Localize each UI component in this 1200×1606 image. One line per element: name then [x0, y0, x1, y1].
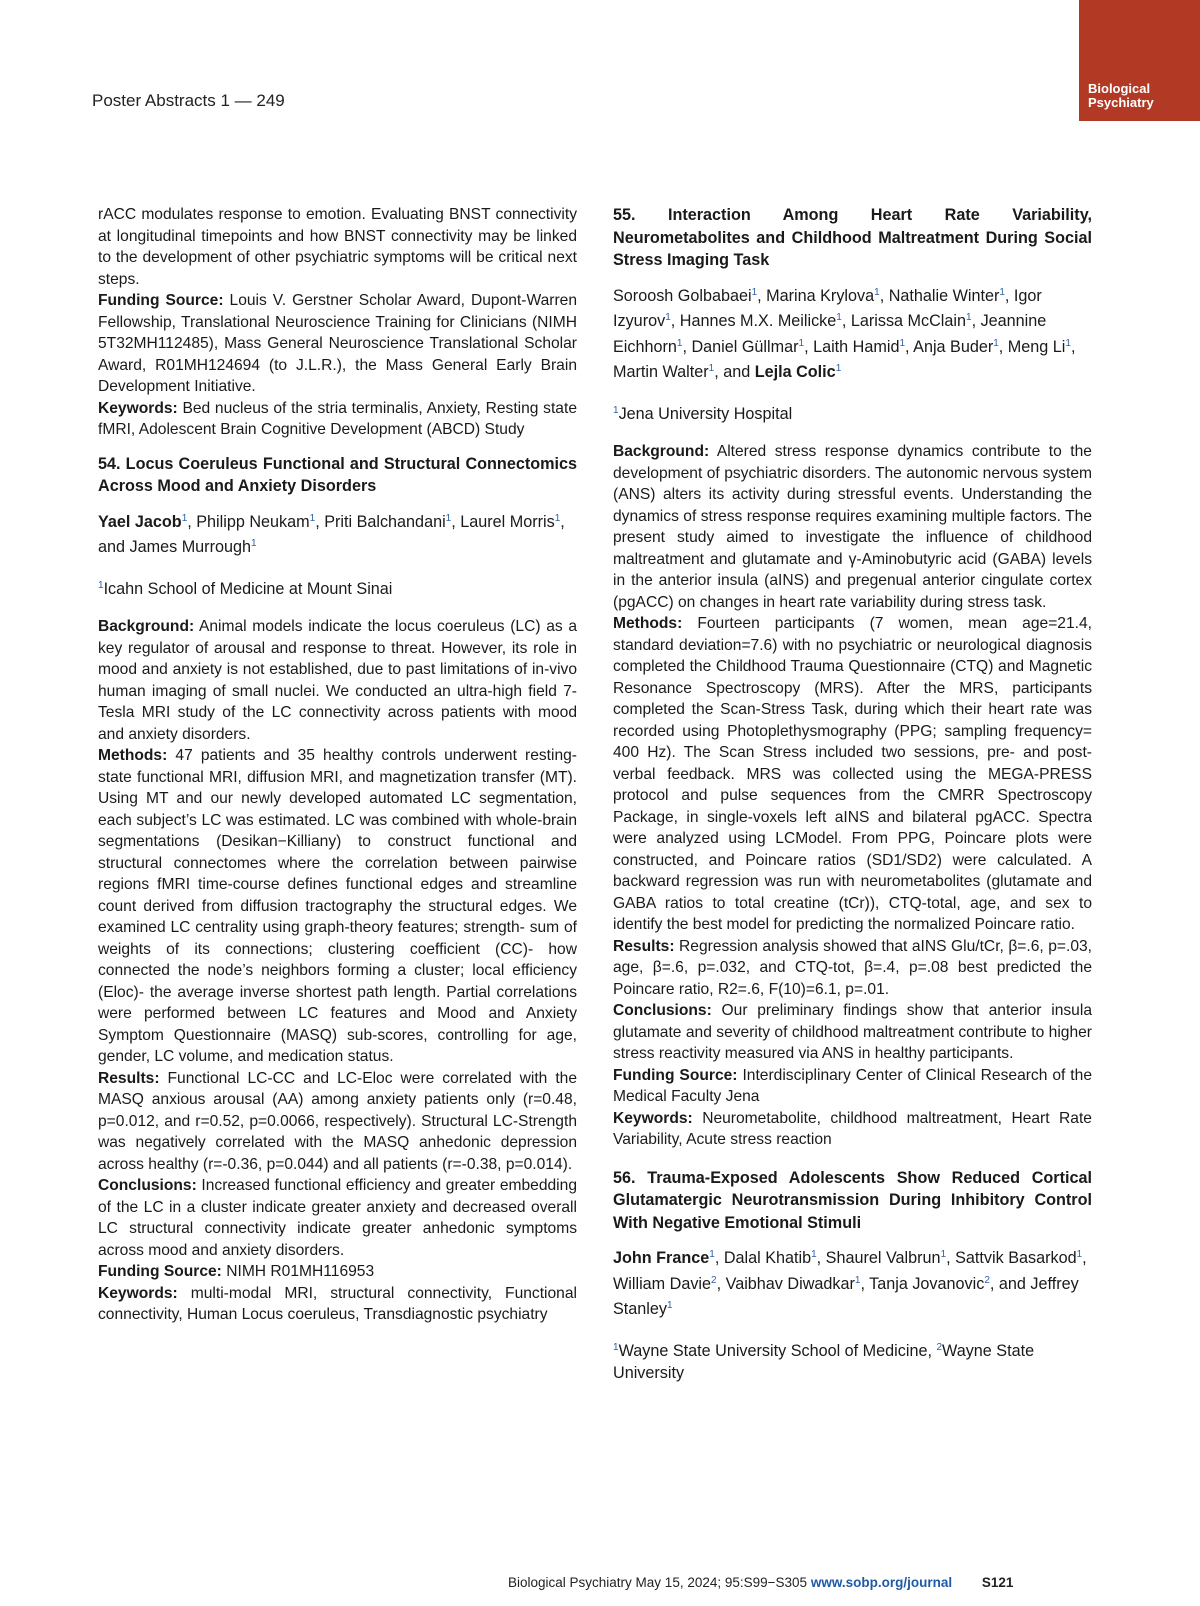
continuation-text: rACC modulates response to emotion. Evaluating BNST connectivity at longitudinal timepoints and how BNST connectivity may be linked to the development of other psychiatric symptoms will be critical next steps. [98, 206, 577, 288]
author-affil-sup: 2 [984, 1274, 990, 1286]
author-name: Jeffrey Stanley [613, 1274, 1079, 1318]
footer-journal-link[interactable]: www.sobp.org/journal [810, 1575, 953, 1590]
left-column [98, 204, 577, 1326]
abstract-54-background [98, 616, 577, 745]
background-text: Animal models indicate the locus coeruleus (LC) as a key regulator of arousal and response to threat. However, its role in mood and anxiety is not established, due to past limitations of in-vivo human imaging of small nuclei. We conducted an ultra-high field 7-Tesla MRI study of the LC connectivity across patients with mood and anxiety disorders. [98, 618, 577, 743]
abstract-56-affiliation [613, 1337, 1092, 1385]
abstract-55-methods [613, 613, 1092, 936]
author-affil-sup: 1 [835, 363, 842, 374]
abstract-55-authors: Soroosh Golbabaei$^1$, Marina Krylova$^1$, Nathalie Winter$^1$, Igor Izyurov$^1$, Hannes M.X. Meilicke$^1$, Larissa McClain$^1$, Jeannine Eichhorn$^1$, Daniel Güllmar$^1$, Laith Hamid$^1$, Anja Buder$^1$, Meng Li$^1$, Martin Walter$^1$, and Lejla Colic$^1$ [613, 286, 1076, 381]
abstract-54-methods [98, 745, 577, 1068]
author-affil-sup: 2 [711, 1274, 717, 1286]
author-affil-sup: 1 [811, 1249, 817, 1260]
author-name: Daniel Güllmar [691, 337, 799, 356]
author-affil-sup: 1 [250, 538, 257, 549]
author-affil-sup: 1 [1076, 1249, 1083, 1260]
author-name: Igor Izyurov [613, 286, 1042, 330]
results-label: Results: [98, 1069, 160, 1087]
author-name: Shaurel Valbrun [825, 1249, 941, 1267]
background-text: Altered stress response dynamics contribute to the development of psychiatric disorders. The autonomic nervous system (ANS) alters its activity during stressful events. Understanding the dynamics of stress response requires examining multiple factors. The present study aimed to investigate the influence of childhood maltreatment and glutamate and γ-Aminobutyric acid (GABA) levels in the anterior insula (aINS) and pregenual anterior cingulate cortex (pgACC) on changes in heart rate variability during stress task. [613, 443, 1092, 611]
author-name: Lejla Colic [754, 363, 836, 381]
author-name: Anja Buder [913, 337, 994, 356]
abstract-55-conclusions [613, 1000, 1092, 1065]
funding-text: NIMH R01MH116953 [226, 1263, 375, 1280]
abstract-55-background [613, 441, 1092, 613]
author-affil-sup: 1 [708, 363, 715, 374]
abstract-55-title: 55. Interaction Among Heart Rate Variability, Neurometabolites and Childhood Maltreatment During Social Stress Imaging Task [613, 206, 1092, 269]
methods-label: Methods: [98, 747, 168, 764]
author-name: Vaibhav Diwadkar [725, 1274, 855, 1293]
author-affil-sup: 1 [966, 312, 972, 323]
conclusions-label: Conclusions: [98, 1177, 197, 1194]
author-affil-sup: 1 [554, 512, 561, 524]
author-affil-sup: 1 [709, 1249, 715, 1260]
running-title: Poster Abstracts 1 — 249 [92, 91, 285, 110]
author-affil-sup: 1 [899, 337, 906, 349]
funding-label: Funding Source: [613, 1066, 738, 1084]
author-affil-sup: 1 [667, 1300, 673, 1311]
author-name: Hannes M.X. Meilicke [679, 312, 837, 330]
abstract-55-keywords [613, 1108, 1092, 1151]
abstract-55-affiliation [613, 400, 1092, 426]
abstract-54-funding [98, 1261, 577, 1283]
author-name: Dalal Khatib [723, 1249, 812, 1267]
author-name: Tanja Jovanovic [869, 1274, 985, 1293]
prev-keywords [98, 398, 577, 441]
abstract-55-funding [613, 1065, 1092, 1108]
journal-badge [1079, 0, 1200, 121]
author-affil-sup: 1 [993, 337, 999, 349]
abstract-54-keywords [98, 1283, 577, 1326]
author-name: Martin Walter [613, 363, 709, 381]
author-name: Soroosh Golbabaei [613, 286, 752, 305]
keywords-label: Keywords: [98, 1284, 178, 1302]
affil-text: Wayne State University [613, 1341, 1035, 1382]
results-text: Regression analysis showed that aINS Glu/tCr, β=.6, p=.03, age, β=.6, p=.032, and CTQ-tot, β=.4, p=.08 best predicted the Poincare ratio, R2=.6, F(10)=6.1, p=.01. [613, 937, 1092, 998]
author-affil-sup: 1 [836, 312, 842, 323]
journal-badge-text [1088, 82, 1154, 110]
abstract-54-conclusions [98, 1175, 577, 1261]
author-affil-sup: 1 [874, 286, 880, 298]
author-affil-sup: 1 [751, 286, 758, 298]
funding-text: Interdisciplinary Center of Clinical Research of the Medical Faculty Jena [613, 1066, 1092, 1105]
author-name: Meng Li [1007, 337, 1066, 356]
affil-text: Jena University Hospital [618, 404, 793, 423]
author-affil-sup: 1 [1065, 337, 1071, 349]
author-name: James Murrough [129, 538, 251, 556]
keywords-text: Neurometabolite, childhood maltreatment, Heart Rate Variability, Acute stress reaction [613, 1109, 1092, 1148]
results-label: Results: [613, 937, 675, 955]
affil-sup: 1 [613, 404, 619, 416]
conclusions-label: Conclusions: [613, 1002, 712, 1019]
author-name: Sattvik Basarkod [955, 1249, 1077, 1267]
footer-citation: Biological Psychiatry May 15, 2024; 95:S99−S305 [508, 1575, 808, 1590]
conclusions-text: Increased functional efficiency and greater embedding of the LC in a cluster indicate greater anxiety and decreased overall LC structural connectivity indicate greater anhedonic symptoms across mood and anxiety disorders. [98, 1177, 577, 1259]
author-name: Laith Hamid [813, 337, 900, 356]
funding-label: Funding Source: [98, 292, 224, 309]
author-name: Philipp Neukam [196, 512, 310, 531]
results-text: Functional LC-CC and LC-Eloc were correlated with the MASQ anxious arousal (AA) among anxiety patients only (r=0.48, p=0.012, and r=0.52, p=0.0066, respectively). Structural LC-Strength was negatively correlated with the MASQ anhedonic depression across healthy (r=-0.36, p=0.044) and all patients (r=-0.38, p=0.014). [98, 1069, 577, 1173]
author-name: Yael Jacob [98, 512, 182, 531]
abstract-54-affiliation [98, 575, 577, 601]
author-affil-sup: 1 [445, 512, 452, 524]
abstract-56-title: 56. Trauma-Exposed Adolescents Show Reduced Cortical Glutamatergic Neurotransmission During Inhibitory Control With Negative Emotional Stimuli [613, 1168, 1092, 1232]
affil-text: Wayne State University School of Medicine, [618, 1341, 937, 1360]
keywords-label: Keywords: [98, 399, 178, 417]
keywords-label: Keywords: [613, 1109, 693, 1127]
affil-text: Icahn School of Medicine at Mount Sinai [103, 579, 393, 598]
author-affil-sup: 1 [798, 337, 805, 349]
prev-funding [98, 290, 577, 398]
author-affil-sup: 1 [854, 1274, 861, 1286]
conclusions-text: Our preliminary findings show that anterior insula glutamate and severity of childhood maltreatment contribute to higher stress reactivity measured via ANS in healthy participants. [613, 1002, 1092, 1062]
author-name: Marina Krylova [766, 286, 875, 305]
affil-sup: 2 [936, 1341, 943, 1353]
abstract-54-title: 54. Locus Coeruleus Functional and Structural Connectomics Across Mood and Anxiety Disorders [98, 454, 577, 495]
right-column [613, 204, 1092, 1401]
abstract-56-authors: John France$^1$, Dalal Khatib$^1$, Shaurel Valbrun$^1$, Sattvik Basarkod$^1$, William Davie$^2$, Vaibhav Diwadkar$^1$, Tanja Jovanovic$^2$, and Jeffrey Stanley$^1$ [613, 1249, 1087, 1318]
methods-label: Methods: [613, 615, 683, 632]
author-name: William Davie [613, 1274, 712, 1293]
author-name: Laurel Morris [460, 512, 555, 531]
keywords-text: Bed nucleus of the stria terminalis, Anxiety, Resting state fMRI, Adolescent Brain Cognitive Development (ABCD) Study [98, 399, 577, 438]
author-affil-sup: 1 [999, 286, 1005, 298]
author-affil-sup: 1 [665, 312, 671, 323]
keywords-text: multi-modal MRI, structural connectivity, Functional connectivity, Human Locus coeruleus, Transdiagnostic psychiatry [98, 1284, 577, 1323]
abstract-54-authors: Yael Jacob$^1$, Philipp Neukam$^1$, Priti Balchandani$^1$, Laurel Morris$^1$, and James Murrough$^1$ [98, 512, 565, 556]
author-name: Larissa McClain [850, 312, 967, 330]
methods-text: Fourteen participants (7 women, mean age=21.4, standard deviation=7.6) with no psychiatric or neurological diagnosis completed the Childhood Trauma Questionnaire (CTQ) and Magnetic Resonance Spectroscopy (MRS). After the MRS, participants completed the Scan-Stress Task, during which their heart rate was recorded using Photoplethysmography (PPG; sampling frequency= 400 Hz). The Scan Stress included two sessions, pre- and post-verbal feedback. MRS was collected using the MEGA-PRESS protocol and pulse sequences from the CMRR Spectroscopy Package, in single-voxels left aINS and bilateral pgACC. Spectra were analyzed using LCModel. From PPG, Poincare plots were constructed, and Poincare ratios (SD1/SD2) were calculated. A backward regression was run with neurometabolites (glutamate and GABA ratios to total creatine (tCr)), CTQ-total, age, and sex to identify the best model for predicting the normalized Poincare ratio. [613, 615, 1092, 933]
background-label: Background: [613, 443, 710, 460]
author-name: Priti Balchandani [324, 512, 446, 531]
abstract-55-results [613, 936, 1092, 1001]
author-affil-sup: 1 [676, 337, 683, 349]
author-name: Nathalie Winter [888, 286, 1000, 305]
journal-badge-line1: Biological [1088, 81, 1151, 96]
affil-sup: 1 [98, 579, 104, 591]
abstract-54-results [98, 1068, 577, 1176]
author-name: John France [613, 1249, 710, 1267]
page-number: S121 [981, 1575, 1014, 1590]
funding-text: Louis V. Gerstner Scholar Award, Dupont-Warren Fellowship, Translational Neuroscience Training for Clinicians (NIMH 5T32MH112485), Mass General Neuroscience Translational Scholar Award, R01MH124694 (to J.L.R.), the Mass General Early Brain Development Initiative. [98, 292, 577, 395]
journal-badge-line2: Psychiatry [1088, 95, 1154, 110]
author-affil-sup: 1 [940, 1249, 947, 1260]
author-name: Jeannine Eichhorn [613, 312, 1047, 356]
background-label: Background: [98, 618, 195, 635]
author-affil-sup: 1 [181, 512, 188, 524]
funding-label: Funding Source: [98, 1263, 222, 1280]
methods-text: 47 patients and 35 healthy controls underwent resting-state functional MRI, diffusion MRI, and magnetization transfer (MT). Using MT and our newly developed automated LC segmentation, each subject’s LC was estimated. LC was combined with whole-brain segmentations (Desikan−Killiany) to construct functional and structural connectomes where the correlation between pairwise regions fMRI time-course defines functional edges and streamline count derived from diffusion tractography the structural edges. We examined LC centrality using graph-theory features; strength- sum of weights of its connections; clustering coefficient (CC)- how connected the node’s neighbors forming a cluster; local efficiency (Eloc)- the average inverse shortest path length. Partial correlations were performed between LC features and Mood and Anxiety Symptom Questionnaire (MASQ) sub-scores, controlling for age, gender, LC volume, and medication status. [98, 747, 577, 1065]
page-footer [508, 1575, 1013, 1590]
author-affil-sup: 1 [309, 512, 316, 524]
affil-sup: 1 [613, 1341, 619, 1353]
